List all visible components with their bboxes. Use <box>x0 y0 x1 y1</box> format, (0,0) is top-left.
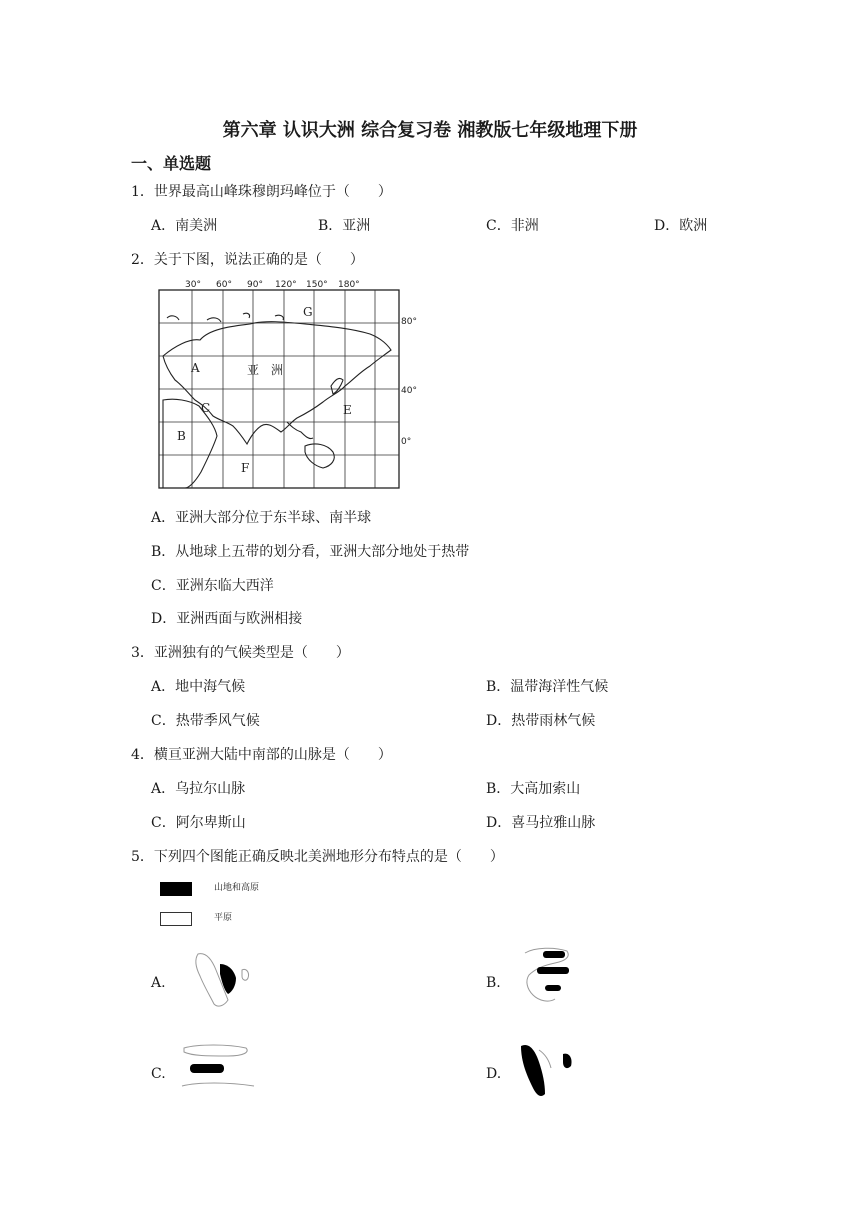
q4-option-a: A．乌拉尔山脉 <box>151 781 246 797</box>
region-label-b: B <box>177 429 186 443</box>
q5-option-c-map <box>178 1042 258 1094</box>
q5-option-a-map <box>190 950 260 1012</box>
region-label-a: A <box>191 361 200 375</box>
question-1-stem: 1．世界最高山峰珠穆朗玛峰位于（ ） <box>131 184 392 200</box>
lat-label-40: 40° <box>401 386 417 396</box>
q1-option-d: D．欧洲 <box>654 218 708 234</box>
q2-option-b: B．从地球上五带的划分看，亚洲大部分地处于热带 <box>151 544 470 560</box>
lon-label-180: 180° <box>338 280 360 290</box>
q3-option-b: B．温带海洋性气候 <box>486 679 609 695</box>
asia-map-svg <box>155 276 417 492</box>
q4-option-c: C．阿尔卑斯山 <box>151 815 246 831</box>
q4-option-b: B．大高加索山 <box>486 781 581 797</box>
q5-option-b-label: B. <box>486 975 501 991</box>
region-label-f: F <box>241 461 250 475</box>
question-2-stem: 2．关于下图，说法正确的是（ ） <box>131 252 364 268</box>
q1-option-a: A．南美洲 <box>151 218 218 234</box>
q5-option-b-map <box>515 945 585 1007</box>
asia-map-figure <box>155 276 417 492</box>
continent-label: 亚 洲 <box>247 363 284 377</box>
section-heading: 一、单选题 <box>131 154 212 173</box>
lon-label-120: 120° <box>275 280 297 290</box>
page-title: 第六章 认识大洲 综合复习卷 湘教版七年级地理下册 <box>222 120 638 141</box>
lat-label-0: 0° <box>401 437 412 447</box>
q3-option-d: D．热带雨林气候 <box>486 713 596 729</box>
question-4-stem: 4．横亘亚洲大陆中南部的山脉是（ ） <box>131 747 392 763</box>
lon-label-30: 30° <box>185 280 201 290</box>
q4-option-d: D．喜马拉雅山脉 <box>486 815 596 831</box>
lon-label-60: 60° <box>216 280 232 290</box>
terrain-legend <box>158 878 318 930</box>
lon-label-150: 150° <box>306 280 328 290</box>
q5-option-d-label: D. <box>486 1066 502 1082</box>
region-label-c: C <box>201 401 211 415</box>
q2-option-d: D．亚洲西面与欧洲相接 <box>151 611 303 627</box>
legend-label-plain: 平原 <box>214 913 233 923</box>
lon-label-90: 90° <box>247 280 263 290</box>
q5-option-d-map <box>515 1040 585 1102</box>
q1-option-b: B．亚洲 <box>318 218 371 234</box>
legend-label-mountain: 山地和高原 <box>214 883 260 893</box>
question-5-stem: 5．下列四个图能正确反映北美洲地形分布特点的是（ ） <box>131 849 504 865</box>
q1-option-c: C．非洲 <box>486 218 539 234</box>
question-3-stem: 3．亚洲独有的气候类型是（ ） <box>131 645 350 661</box>
lat-label-80: 80° <box>401 317 417 327</box>
region-label-e: E <box>343 403 352 417</box>
q5-option-c-label: C. <box>151 1066 166 1082</box>
legend-swatch-plain <box>160 912 192 926</box>
q2-option-a: A．亚洲大部分位于东半球、南半球 <box>151 510 372 526</box>
q5-option-a-label: A. <box>151 975 166 991</box>
q2-option-c: C．亚洲东临大西洋 <box>151 578 274 594</box>
legend-swatch-mountain <box>160 882 192 896</box>
q3-option-c: C．热带季风气候 <box>151 713 260 729</box>
region-label-g: G <box>303 305 313 319</box>
q3-option-a: A．地中海气候 <box>151 679 246 695</box>
